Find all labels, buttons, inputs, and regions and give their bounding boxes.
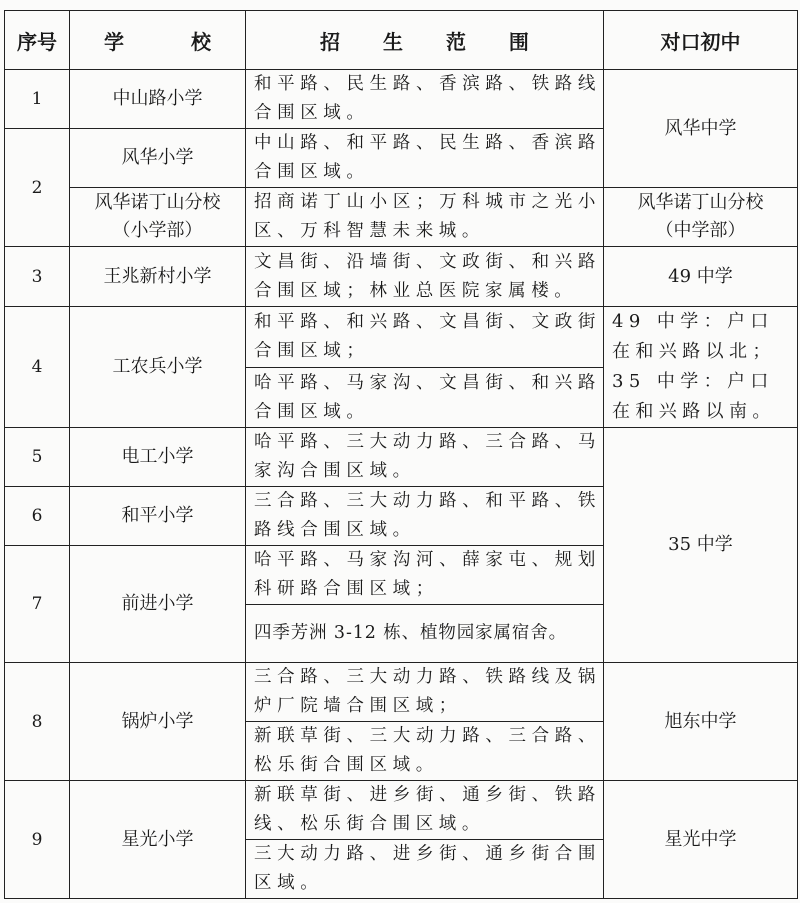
header-junior: 对口初中 (604, 11, 798, 70)
school-name: 电工小学 (70, 428, 246, 487)
row-index: 2 (5, 129, 70, 247)
enrollment-range: 招商诺丁山小区；万科城市之光小区、万科智慧未来城。 (246, 188, 604, 247)
table-row (5, 781, 798, 840)
school-name: 前进小学 (70, 546, 246, 663)
enrollment-range: 哈平路、马家沟、文昌街、和兴路合围区域。 (246, 368, 604, 428)
enrollment-range: 三大动力路、进乡街、通乡街合围区域。 (246, 840, 604, 899)
school-name: 王兆新村小学 (70, 247, 246, 307)
junior-school: 49 中学 (604, 247, 798, 307)
junior-school-line2: （中学部） (655, 220, 746, 241)
junior-school-line1: 49 中学：户口在和兴路以北； (612, 311, 776, 362)
school-name-line1: 风华诺丁山分校 (94, 192, 221, 213)
school-name: 和平小学 (70, 487, 246, 546)
enrollment-range: 新联草街、三大动力路、三合路、松乐街合围区域。 (246, 722, 604, 781)
header-index: 序号 (5, 11, 70, 70)
header-school: 学 校 (70, 11, 246, 70)
row-index: 5 (5, 428, 70, 487)
enrollment-range: 和平路、民生路、香滨路、铁路线合围区域。 (246, 70, 604, 129)
table-row (5, 307, 798, 368)
school-name: 工农兵小学 (70, 307, 246, 428)
row-index: 7 (5, 546, 70, 663)
enrollment-range: 和平路、和兴路、文昌街、文政街合围区域； (246, 307, 604, 368)
junior-school (604, 307, 798, 428)
row-index: 4 (5, 307, 70, 428)
table-row (5, 247, 798, 307)
enrollment-range: 哈平路、马家沟河、薛家屯、规划科研路合围区域； (246, 546, 604, 605)
row-index: 3 (5, 247, 70, 307)
junior-school: 星光中学 (604, 781, 798, 899)
junior-school-line2: 35 中学：户口在和兴路以南。 (612, 371, 776, 422)
school-name: 风华小学 (70, 129, 246, 188)
school-name: 锅炉小学 (70, 663, 246, 781)
table-row (5, 70, 798, 129)
enrollment-range: 新联草街、进乡街、通乡街、铁路线、松乐街合围区域。 (246, 781, 604, 840)
table-header-row (5, 11, 798, 70)
enrollment-range: 三合路、三大动力路、和平路、铁路线合围区域。 (246, 487, 604, 546)
enrollment-range: 中山路、和平路、民生路、香滨路合围区域。 (246, 129, 604, 188)
junior-school (604, 188, 798, 247)
row-index: 6 (5, 487, 70, 546)
junior-school: 旭东中学 (604, 663, 798, 781)
junior-school-line1: 风华诺丁山分校 (637, 192, 764, 213)
enrollment-range: 三合路、三大动力路、铁路线及锅炉厂院墙合围区域； (246, 663, 604, 722)
enrollment-range: 文昌街、沿墙街、文政街、和兴路合围区域；林业总医院家属楼。 (246, 247, 604, 307)
row-index: 9 (5, 781, 70, 899)
table-row (5, 188, 798, 247)
junior-school: 风华中学 (604, 70, 798, 188)
table-row (5, 663, 798, 722)
row-index: 8 (5, 663, 70, 781)
school-name (70, 188, 246, 247)
row-index: 1 (5, 70, 70, 129)
school-name-line2: （小学部） (112, 220, 203, 241)
table-row (5, 428, 798, 487)
enrollment-table (4, 10, 798, 899)
junior-school: 35 中学 (604, 428, 798, 663)
enrollment-range: 四季芳洲 3-12 栋、植物园家属宿舍。 (246, 605, 604, 663)
header-range: 招 生 范 围 (246, 11, 604, 70)
school-name: 中山路小学 (70, 70, 246, 129)
school-name: 星光小学 (70, 781, 246, 899)
enrollment-range: 哈平路、三大动力路、三合路、马家沟合围区域。 (246, 428, 604, 487)
